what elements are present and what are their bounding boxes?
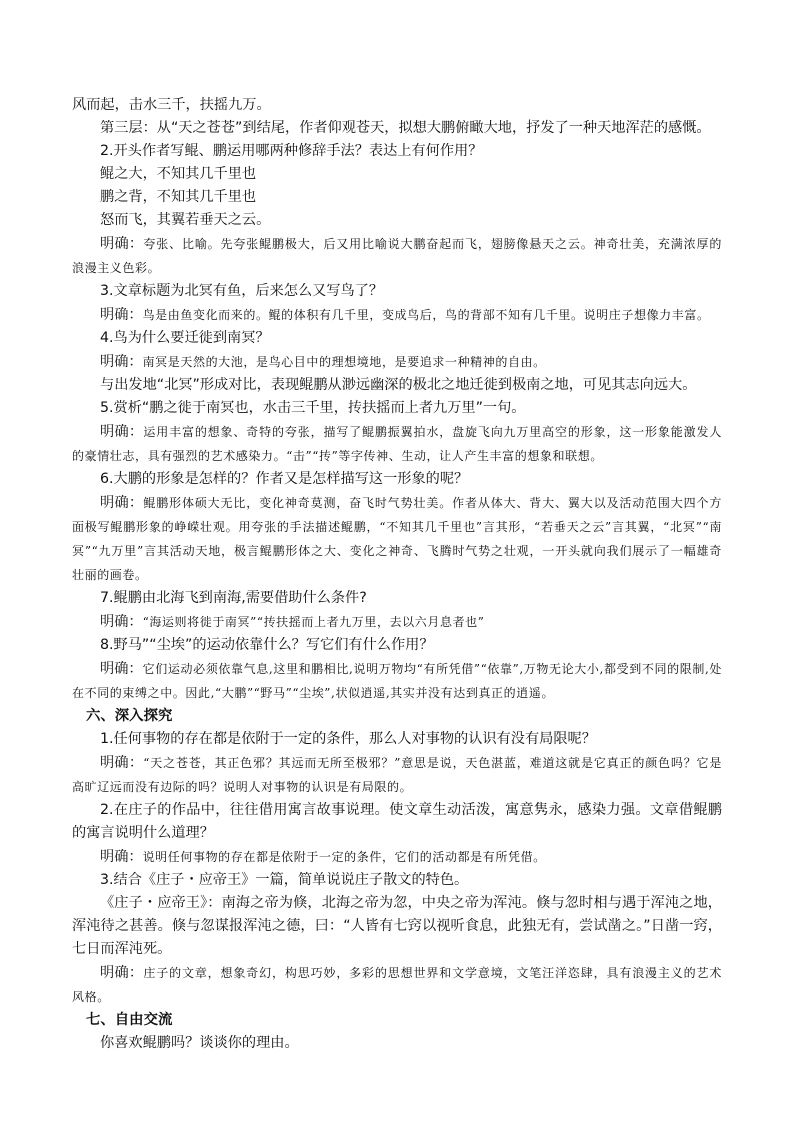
question-6: 6.大鹏的形象是怎样的？作者又是怎样描写这一形象的呢？ [100, 471, 469, 487]
explore-answer-1 [72, 751, 722, 799]
text-line: 风而起，击水三千，扶摇九万。 [72, 97, 271, 113]
answer-lead: 明确： [100, 614, 143, 630]
answer-3 [72, 303, 722, 327]
answer-4 [72, 350, 722, 374]
answer-lead: 明确： [100, 661, 143, 677]
answer-text: 它们运动必须依靠气息,这里和鹏相比,说明万物均“有所凭借”“依靠”,万物无论大小,都受到不同的限制,处在不同的束缚之中。因此,“大鹏”“野马”“尘埃”,状似逍遥,其实并没有达到真正的逍遥。 [72, 662, 722, 700]
explore-question-3: 3.结合《庄子・应帝王》一篇，简单说说庄子散文的特色。 [100, 872, 469, 888]
answer-2 [72, 232, 722, 280]
explore-answer-2 [72, 845, 722, 869]
question-3: 3.文章标题为北冥有鱼，后来怎么又写鸟了？ [100, 283, 384, 299]
answer-text: 鸟是由鱼变化而来的。鲲的体积有几千里，变成鸟后，鸟的背部不知有几千里。说明庄子想像力丰富。 [142, 308, 710, 322]
explore-answer-3 [72, 961, 722, 1009]
text-line: 第三层：从“天之苍苍”到结尾，作者仰观苍天，拟想大鹏俯瞰大地，抒发了一种天地浑茫的感慨。 [100, 120, 711, 136]
answer-6 [72, 491, 722, 587]
answer-5 [72, 420, 722, 468]
answer-text: 说明任何事物的存在都是依附于一定的条件，它们的活动都是有所凭借。 [142, 850, 546, 864]
question-4: 4.鸟为什么要迁徙到南冥？ [100, 330, 270, 346]
answer-8 [72, 657, 722, 705]
answer-lead: 明确： [100, 354, 143, 370]
answer-text: 运用丰富的想象、奇特的夸张，描写了鲲鹏振翼拍水，盘旋飞向九万里高空的形象，这一形象能激发人的豪情壮志，具有强烈的艺术感染力。“击”“抟”等字传神、生动，让人产生丰富的想象和联想。 [72, 425, 722, 463]
answer-text: 夸张、比喻。先夸张鲲鹏极大，后又用比喻说大鹏奋起而飞，翅膀像悬天之云。神奇壮美，充满浓厚的浪漫主义色彩。 [72, 237, 722, 275]
section-heading-6: 六、深入探究 [86, 708, 173, 724]
answer-text: 南冥是天然的大池，是鸟心目中的理想境地，是要追求一种精神的自由。 [142, 355, 546, 369]
answer-7 [72, 610, 722, 634]
answer-lead: 明确： [100, 965, 144, 981]
story-excerpt: 《庄子・应帝王》：南海之帝为倏，北海之帝为忽，中央之帝为浑沌。倏与忽时相与遇于浑沌之地，浑沌待之甚善。倏与忽谋报浑沌之德，曰：“人皆有七窍以视听食息，此独无有，尝试凿之。”日凿一窍，七日而浑沌死。 [72, 895, 722, 957]
answer-lead: 明确： [100, 424, 144, 440]
answer-lead: 明确： [100, 755, 144, 771]
explore-question-1: 1.任何事物的存在都是依附于一定的条件，那么人对事物的认识有没有局限呢？ [100, 731, 596, 747]
answer-lead: 明确： [100, 849, 143, 865]
section-heading-7: 七、自由交流 [86, 1012, 173, 1028]
quote-line: 鲲之大，不知其几千里也 [100, 166, 257, 182]
quote-line: 怒而飞，其翼若垂天之云。 [100, 212, 271, 228]
text-line: 与出发地“北冥”形成对比，表现鲲鹏从渺远幽深的极北之地迁徙到极南之地，可见其志向远大。 [100, 377, 697, 393]
free-discussion-prompt: 你喜欢鲲鹏吗？谈谈你的理由。 [100, 1035, 299, 1051]
question-7: 7.鲲鹏由北海飞到南海,需要借助什么条件? [100, 590, 367, 606]
answer-text: 鲲鹏形体硕大无比，变化神奇莫测，奋飞时气势壮美。作者从体大、背大、翼大以及活动范围大四个方面极写鲲鹏形象的峥嵘壮观。用夸张的手法描述鲲鹏，“不知其几千里也”言其形，“若垂天之云”言其翼，“北冥”“南冥”“九万里”言其活动天地，极言鲲鹏形体之大、变化之神奇、飞腾时气势之壮观，一开头就向我们展示了一幅雄奇壮丽的画卷。 [72, 496, 722, 582]
explore-question-2: 2.在庄子的作品中，往往借用寓言故事说理。使文章生动活泼，寓意隽永，感染力强。文章借鲲鹏的寓言说明什么道理？ [72, 802, 722, 841]
answer-lead: 明确： [100, 307, 143, 323]
answer-text: “天之苍苍，其正色邪？其远而无所至极邪？”意思是说，天色湛蓝，难道这就是它真正的颜色吗？它是高旷辽远而没有边际的吗？说明人对事物的认识是有局限的。 [72, 756, 722, 794]
question-5: 5.赏析“鹏之徙于南冥也，水击三千里，抟扶摇而上者九万里”一句。 [100, 400, 526, 416]
question-2: 2.开头作者写鲲、鹏运用哪两种修辞手法？表达上有何作用？ [100, 143, 483, 159]
question-8: 8.野马”“尘埃”的运动依靠什么？写它们有什么作用？ [100, 637, 434, 653]
answer-lead: 明确： [100, 236, 144, 252]
answer-lead: 明确： [100, 495, 144, 511]
answer-text: 庄子的文章，想象奇幻，构思巧妙，多彩的思想世界和文学意境，文笔汪洋恣肆，具有浪漫主义的艺术风格。 [72, 966, 722, 1004]
answer-text: “海运则将徙于南冥”“抟扶摇而上者九万里，去以六月息者也” [142, 615, 485, 629]
quote-line: 鹏之背，不知其几千里也 [100, 189, 257, 205]
document-page [72, 94, 722, 1055]
